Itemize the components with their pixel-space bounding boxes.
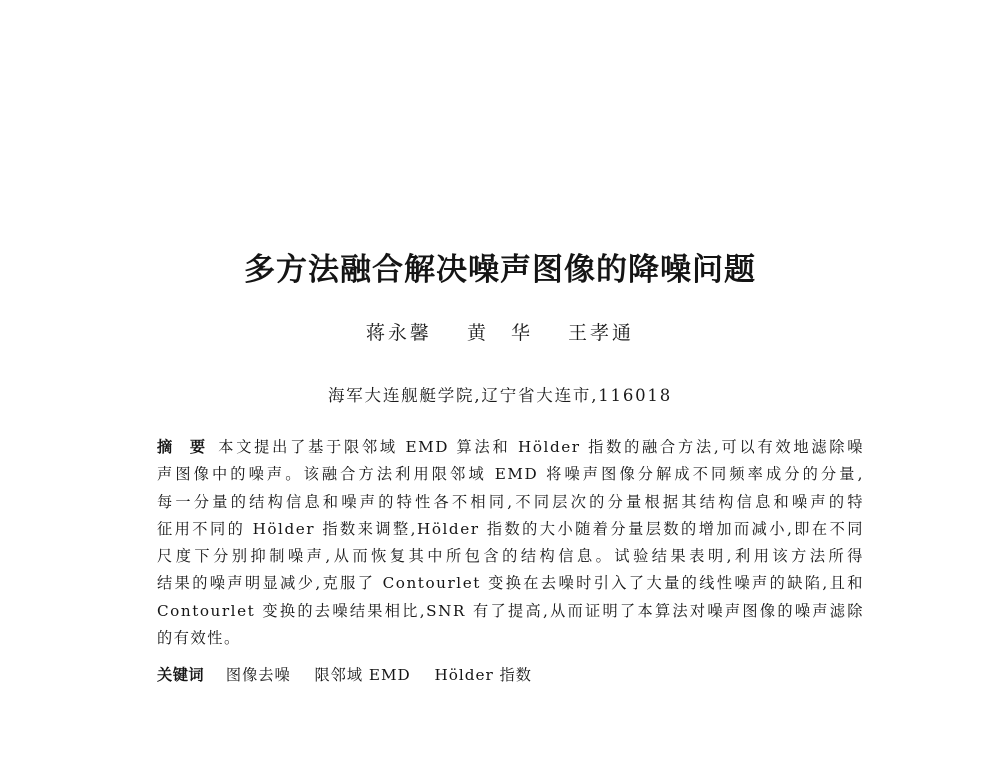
paper-title: 多方法融合解决噪声图像的降噪问题 [244, 252, 756, 288]
author-list [0, 318, 1000, 345]
keyword: 图像去噪 [225, 666, 291, 684]
keyword: Hölder 指数 [434, 666, 532, 684]
author-affiliation: 海军大连舰艇学院,辽宁省大连市,116018 [327, 386, 673, 405]
abstract-line: 的有效性。 [157, 629, 241, 648]
abstract-line [157, 434, 864, 461]
author-name: 王孝通 [568, 322, 635, 344]
abstract-text: 本文提出了基于限邻域 EMD 算法和 Hölder 指数的融合方法,可以有效地滤除噪 [218, 438, 864, 456]
abstract-line: 结果的噪声明显减少,克服了 Contourlet 变换在去噪时引入了大量的线性噪声的缺陷,且和 [157, 574, 864, 593]
abstract-line: Contourlet 变换的去噪结果相比,SNR 有了提高,从而证明了本算法对噪声图像的噪声滤除 [157, 601, 864, 620]
abstract-label: 摘 要 [157, 438, 207, 456]
abstract-line: 征用不同的 Hölder 指数来调整,Hölder 指数的大小随着分量层数的增加而减小,即在不同 [157, 519, 864, 538]
author-name: 蒋永馨 [365, 322, 432, 344]
keywords-label: 关键词 [157, 666, 205, 684]
keywords [157, 664, 550, 685]
author-name: 黄 华 [466, 322, 533, 344]
abstract [157, 434, 864, 652]
keyword: 限邻域 EMD [314, 666, 411, 684]
abstract-line: 每一分量的结构信息和噪声的特性各不相同,不同层次的分量根据其结构信息和噪声的特 [157, 492, 864, 511]
abstract-line: 声图像中的噪声。该融合方法利用限邻域 EMD 将噪声图像分解成不同频率成分的分量, [157, 465, 864, 484]
abstract-line: 尺度下分别抑制噪声,从而恢复其中所包含的结构信息。试验结果表明,利用该方法所得 [157, 547, 864, 566]
